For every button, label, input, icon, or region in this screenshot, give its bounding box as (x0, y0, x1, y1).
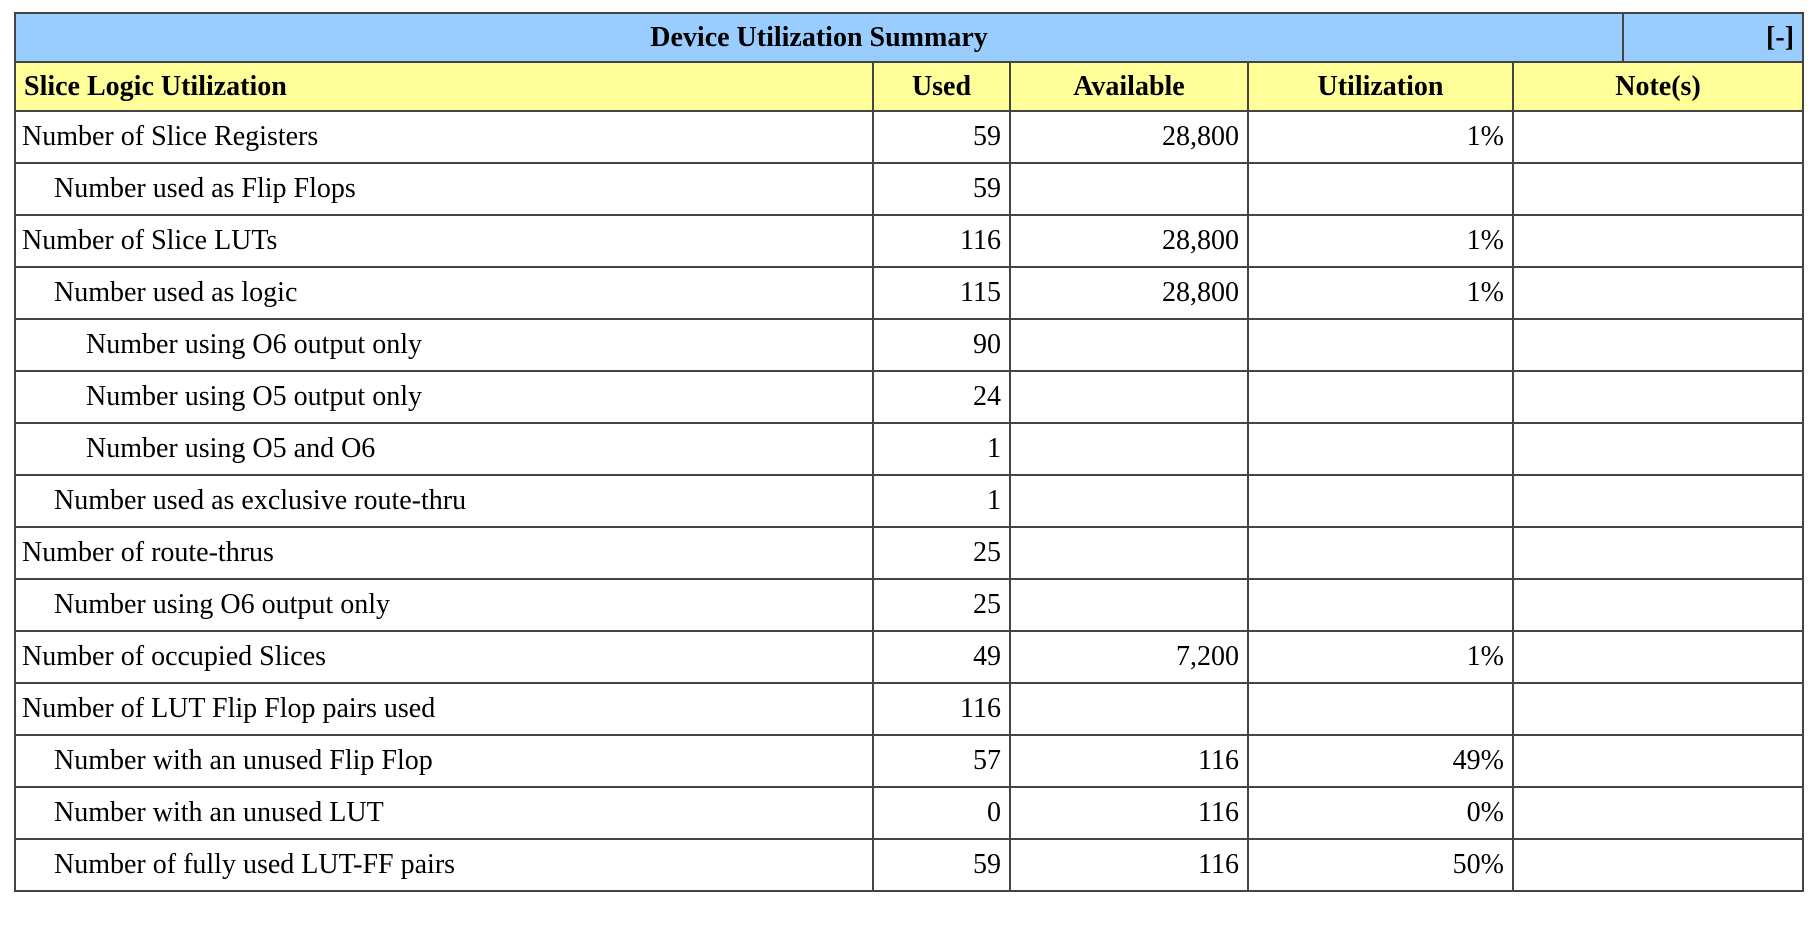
row-notes (1513, 163, 1803, 215)
row-utilization: 1% (1248, 215, 1513, 267)
table-row (15, 423, 1803, 475)
row-used: 0 (873, 787, 1010, 839)
row-utilization (1248, 423, 1513, 475)
table-row (15, 215, 1803, 267)
row-utilization (1248, 475, 1513, 527)
row-label: Number used as exclusive route-thru (15, 475, 873, 527)
table-row (15, 111, 1803, 163)
row-label: Number of Slice LUTs (15, 215, 873, 267)
collapse-toggle[interactable]: [-] (1623, 13, 1803, 62)
row-label: Number of occupied Slices (15, 631, 873, 683)
row-notes (1513, 319, 1803, 371)
row-utilization (1248, 163, 1513, 215)
row-utilization (1248, 527, 1513, 579)
row-used: 59 (873, 163, 1010, 215)
row-label: Number of Slice Registers (15, 111, 873, 163)
row-used: 90 (873, 319, 1010, 371)
row-available: 116 (1010, 735, 1248, 787)
row-available: 28,800 (1010, 215, 1248, 267)
row-utilization: 49% (1248, 735, 1513, 787)
row-used: 116 (873, 683, 1010, 735)
row-utilization (1248, 371, 1513, 423)
row-available: 116 (1010, 839, 1248, 891)
row-available (1010, 371, 1248, 423)
row-label: Number with an unused LUT (15, 787, 873, 839)
row-utilization (1248, 579, 1513, 631)
table-row (15, 371, 1803, 423)
row-utilization (1248, 683, 1513, 735)
row-used: 49 (873, 631, 1010, 683)
row-label: Number of fully used LUT-FF pairs (15, 839, 873, 891)
row-available (1010, 683, 1248, 735)
row-label: Number using O5 and O6 (15, 423, 873, 475)
row-notes (1513, 215, 1803, 267)
row-notes (1513, 267, 1803, 319)
row-used: 116 (873, 215, 1010, 267)
row-available: 116 (1010, 787, 1248, 839)
table-title: Device Utilization Summary (15, 13, 1623, 62)
row-utilization: 50% (1248, 839, 1513, 891)
table-row (15, 787, 1803, 839)
row-utilization: 1% (1248, 631, 1513, 683)
row-available (1010, 423, 1248, 475)
table-row (15, 319, 1803, 371)
row-utilization (1248, 319, 1513, 371)
row-used: 24 (873, 371, 1010, 423)
row-notes (1513, 631, 1803, 683)
table-row (15, 579, 1803, 631)
row-used: 59 (873, 839, 1010, 891)
row-available (1010, 579, 1248, 631)
row-notes (1513, 839, 1803, 891)
row-available (1010, 163, 1248, 215)
table-row (15, 631, 1803, 683)
table-row (15, 475, 1803, 527)
header-utilization: Utilization (1248, 62, 1513, 111)
row-used: 115 (873, 267, 1010, 319)
row-notes (1513, 475, 1803, 527)
table-row (15, 735, 1803, 787)
title-row (15, 13, 1803, 62)
header-notes: Note(s) (1513, 62, 1803, 111)
row-notes (1513, 111, 1803, 163)
row-notes (1513, 371, 1803, 423)
row-label: Number using O5 output only (15, 371, 873, 423)
row-available (1010, 319, 1248, 371)
row-utilization: 1% (1248, 111, 1513, 163)
device-utilization-table (14, 12, 1804, 892)
row-label: Number using O6 output only (15, 579, 873, 631)
row-utilization: 1% (1248, 267, 1513, 319)
header-used: Used (873, 62, 1010, 111)
table-row (15, 527, 1803, 579)
row-notes (1513, 579, 1803, 631)
table-row (15, 267, 1803, 319)
row-label: Number with an unused Flip Flop (15, 735, 873, 787)
table-row (15, 683, 1803, 735)
row-notes (1513, 735, 1803, 787)
table-row (15, 163, 1803, 215)
header-category: Slice Logic Utilization (15, 62, 873, 111)
header-row (15, 62, 1803, 111)
row-available: 28,800 (1010, 267, 1248, 319)
row-available (1010, 527, 1248, 579)
row-available (1010, 475, 1248, 527)
row-label: Number used as Flip Flops (15, 163, 873, 215)
row-label: Number used as logic (15, 267, 873, 319)
row-notes (1513, 423, 1803, 475)
row-used: 25 (873, 579, 1010, 631)
row-notes (1513, 787, 1803, 839)
row-available: 7,200 (1010, 631, 1248, 683)
row-label: Number of LUT Flip Flop pairs used (15, 683, 873, 735)
row-used: 1 (873, 423, 1010, 475)
row-used: 59 (873, 111, 1010, 163)
row-utilization: 0% (1248, 787, 1513, 839)
table-row (15, 839, 1803, 891)
row-used: 57 (873, 735, 1010, 787)
row-used: 25 (873, 527, 1010, 579)
header-available: Available (1010, 62, 1248, 111)
row-label: Number of route-thrus (15, 527, 873, 579)
row-notes (1513, 527, 1803, 579)
row-notes (1513, 683, 1803, 735)
row-label: Number using O6 output only (15, 319, 873, 371)
row-used: 1 (873, 475, 1010, 527)
row-available: 28,800 (1010, 111, 1248, 163)
